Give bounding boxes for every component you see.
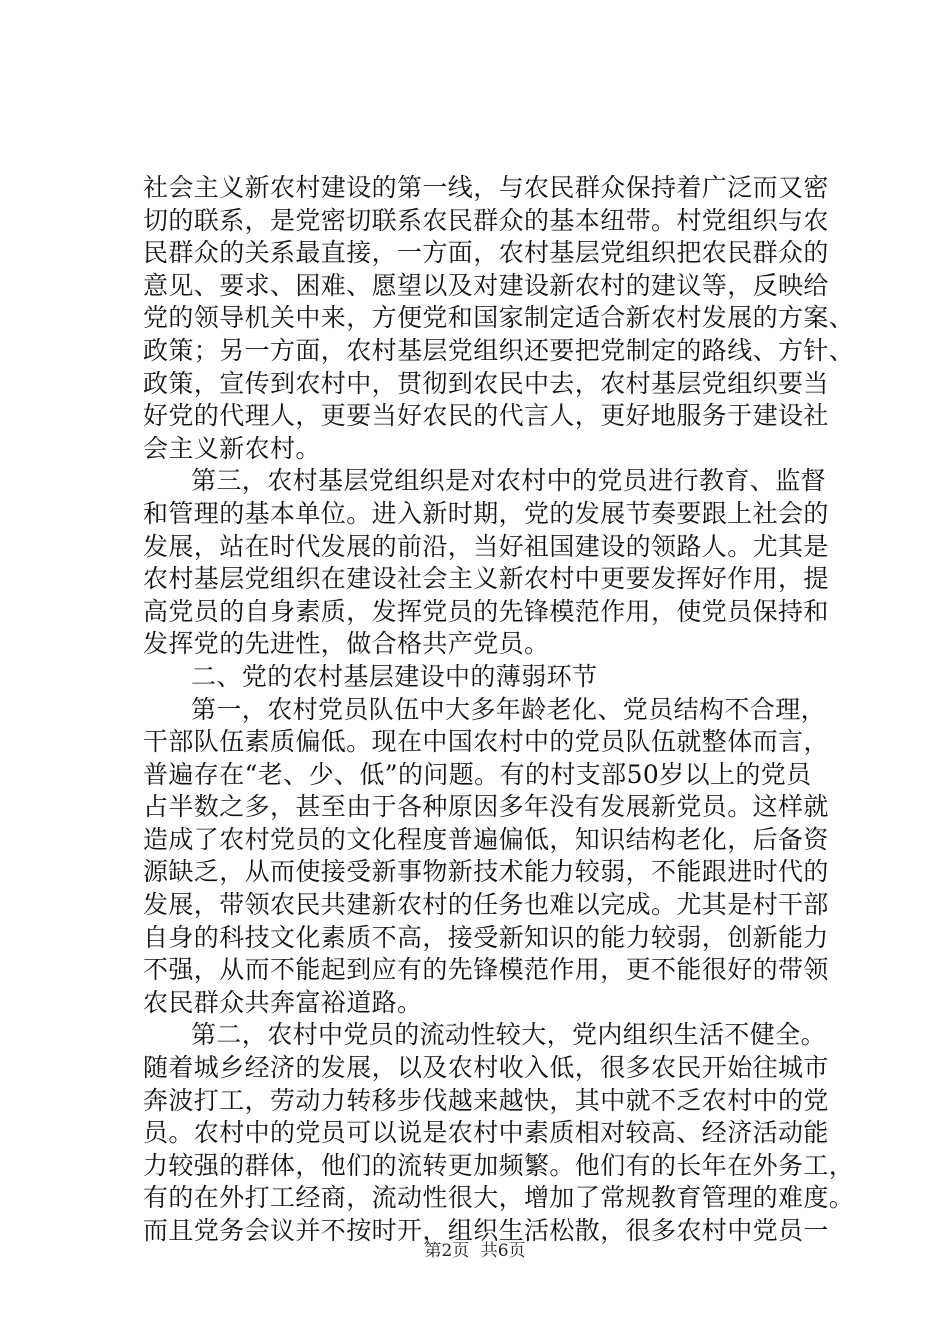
text-line: 源缺乏，从而使接受新事物新技术能力较弱，不能跟进时代的 (143, 857, 829, 887)
text-line: 第二，农村中党员的流动性较大，党内组织生活不健全。 (191, 1020, 827, 1050)
text-line: 不强，从而不能起到应有的先锋模范作用，更不能很好的带领 (143, 955, 829, 985)
text-line: 农民群众共奔富裕道路。 (143, 987, 423, 1017)
page-number: 第2页 (424, 1241, 470, 1261)
text-line: 员。农村中的党员可以说是农村中素质相对较高、经济活动能 (143, 1118, 829, 1148)
text-line: 造成了农村党员的文化程度普遍偏低，知识结构老化，后备资 (143, 824, 829, 854)
text-line: 发展，带领农民共建新农村的任务也难以完成。尤其是村干部 (143, 890, 829, 920)
text-line: 占半数之多，甚至由于各种原因多年没有发展新党员。这样就 (143, 792, 829, 822)
body-text (143, 172, 863, 1248)
text-line: 民群众的关系最直接，一方面，农村基层党组织把农民群众的 (143, 238, 829, 268)
text-line: 农村基层党组织在建设社会主义新农村中更要发挥好作用，提 (143, 564, 829, 594)
text-line: 而且党务会议并不按时开，组织生活松散，很多农村中党员一 (143, 1216, 829, 1245)
page-total: 共6页 (480, 1241, 526, 1261)
text-line: 二、党的农村基层建设中的薄弱环节 (191, 661, 598, 691)
text-line: 会主义新农村。 (143, 433, 321, 463)
text-line: 有的在外打工经商，流动性很大，增加了常规教育管理的难度。 (143, 1183, 855, 1213)
text-line: 发展，站在时代发展的前沿，当好祖国建设的领路人。尤其是 (143, 531, 829, 561)
text-line: 随着城乡经济的发展，以及农村收入低，很多农民开始往城市 (143, 1053, 829, 1083)
text-line: 第三，农村基层党组织是对农村中的党员进行教育、监督 (191, 466, 827, 496)
text-line: 力较强的群体，他们的流转更加频繁。他们有的长年在外务工， (143, 1150, 855, 1180)
text-line: 干部队伍素质偏低。现在中国农村中的党员队伍就整体而言， (143, 727, 829, 757)
text-line: 第一，农村党员队伍中大多年龄老化、党员结构不合理， (191, 694, 827, 724)
text-line: 自身的科技文化素质不高，接受新知识的能力较弱，创新能力 (143, 922, 829, 952)
text-line: 奔波打工，劳动力转移步伐越来越快，其中就不乏农村中的党 (143, 1085, 829, 1115)
text-line: 切的联系，是党密切联系农民群众的基本纽带。村党组织与农 (143, 205, 829, 235)
text-line: 发挥党的先进性，做合格共产党员。 (143, 629, 550, 659)
text-line: 政策，宣传到农村中，贯彻到农民中去，农村基层党组织要当 (143, 368, 829, 398)
text-line: 社会主义新农村建设的第一线，与农民群众保持着广泛而又密 (143, 173, 829, 202)
text-line: 好党的代理人，更要当好农民的代言人，更好地服务于建设社 (143, 401, 829, 431)
text-line: 意见、要求、困难、愿望以及对建设新农村的建议等，反映给 (143, 270, 829, 300)
text-line: 和管理的基本单位。进入新时期，党的发展节奏要跟上社会的 (143, 498, 829, 528)
text-line: 党的领导机关中来，方便党和国家制定适合新农村发展的方案、 (143, 303, 855, 333)
text-line: 普遍存在“老、少、低”的问题。有的村支部50岁以上的党员 (143, 759, 812, 789)
text-line: 高党员的自身素质，发挥党员的先锋模范作用，使党员保持和 (143, 596, 829, 626)
page-footer (0, 1240, 950, 1262)
text-line: 政策；另一方面，农村基层党组织还要把党制定的路线、方针、 (143, 335, 855, 365)
